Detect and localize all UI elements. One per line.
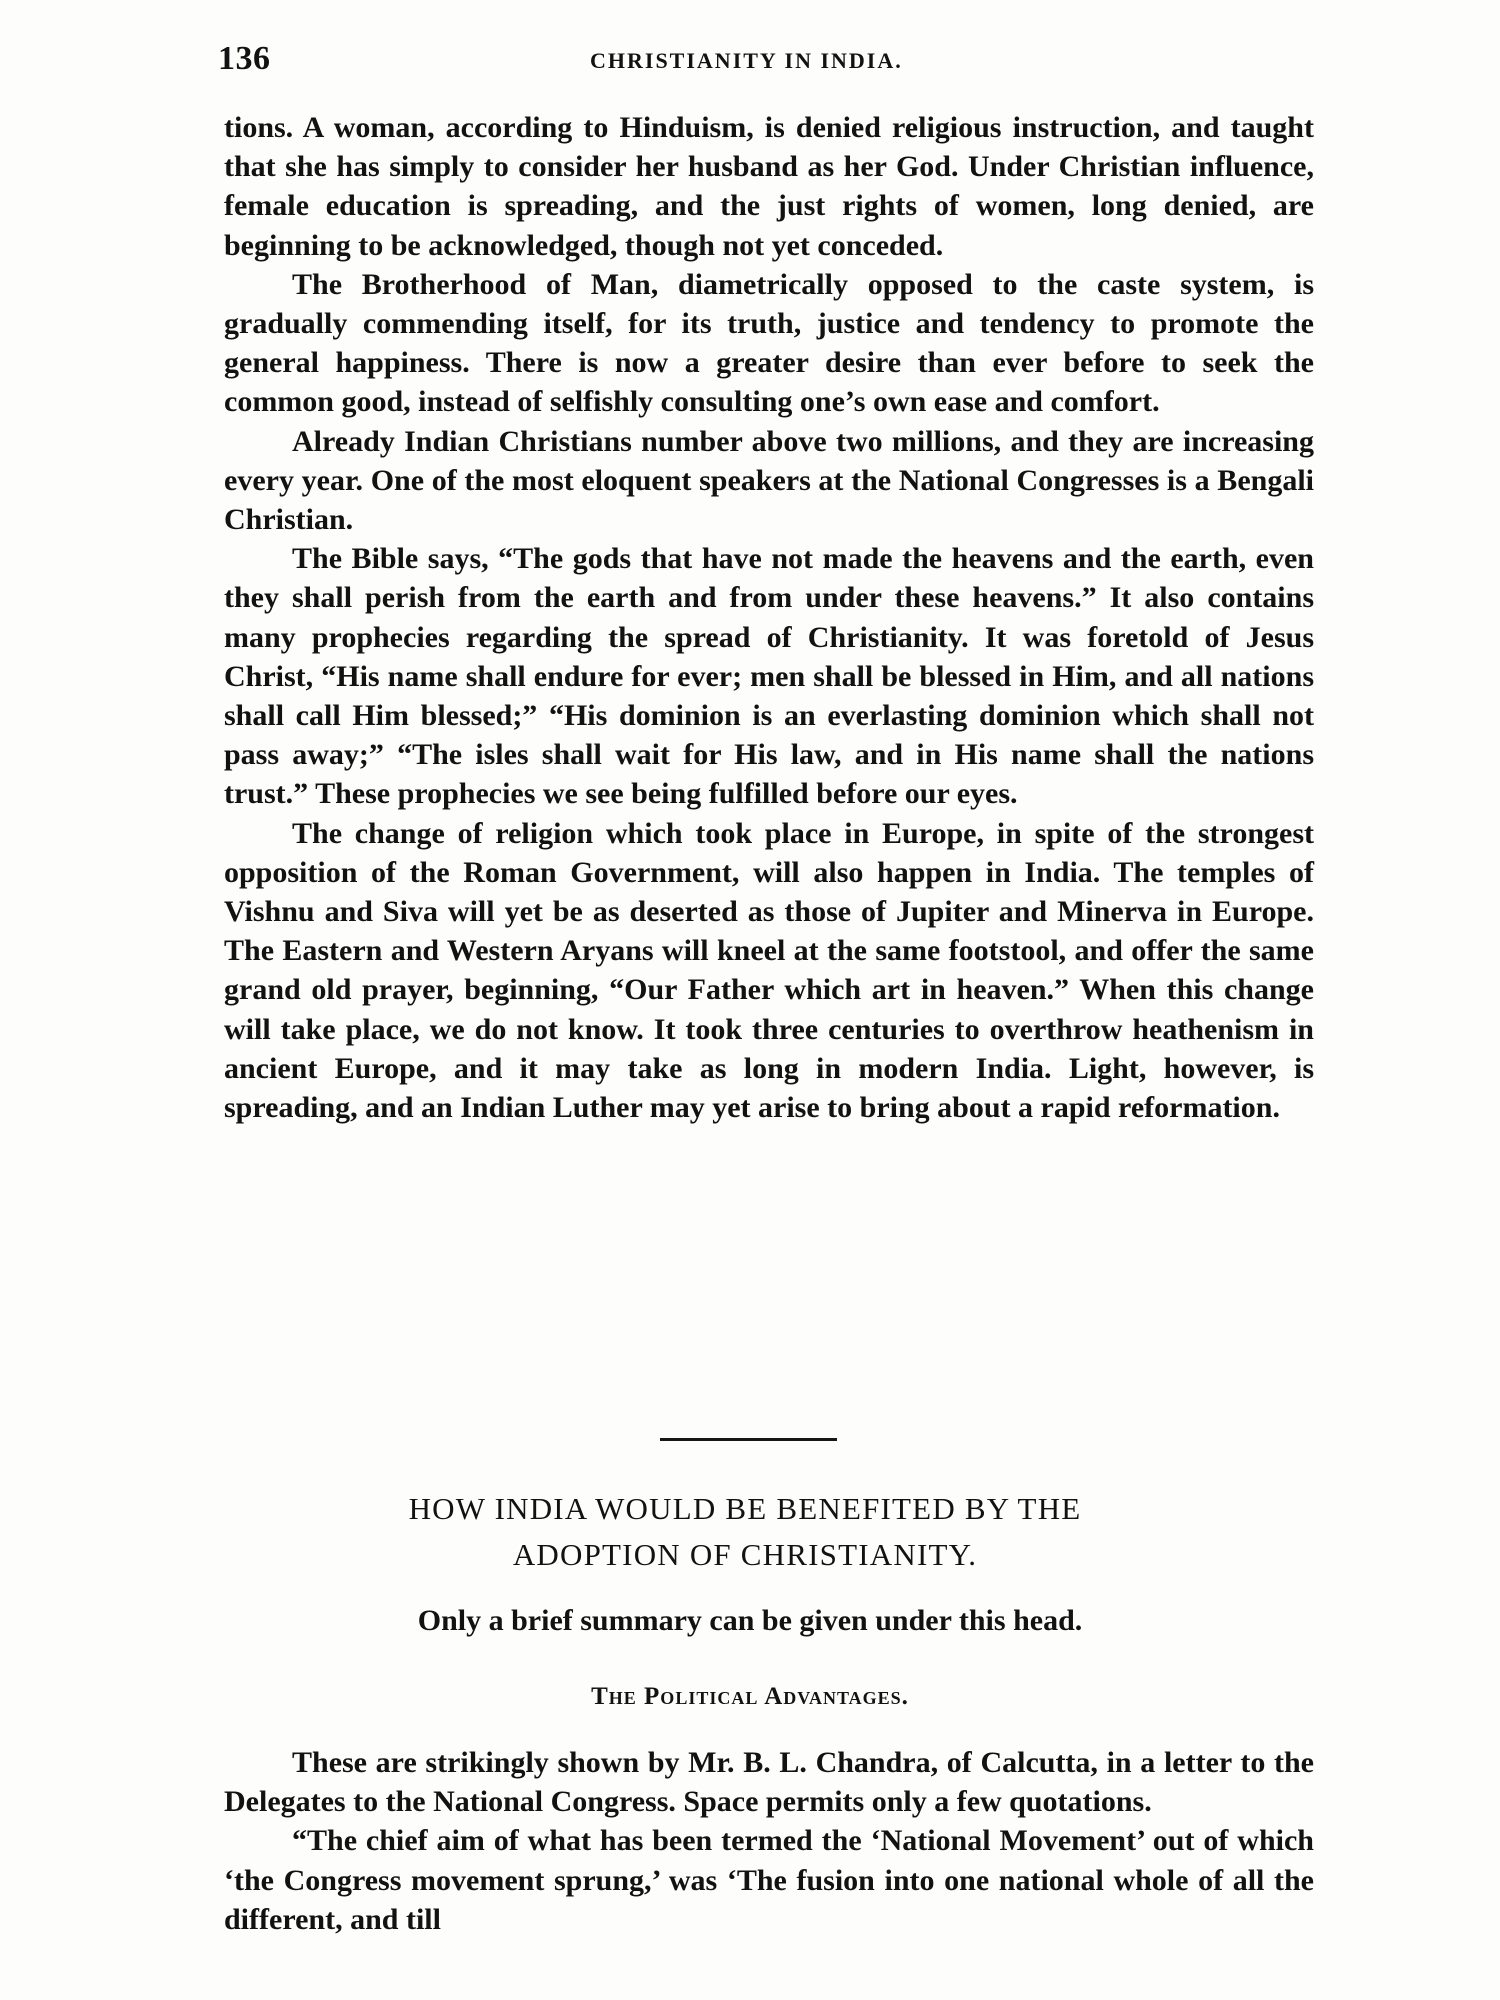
paragraph-brotherhood: The Brotherhood of Man, diametrically opposed to the caste system, is gradually commending itself, for its truth, justice and tendency to promote the general happiness. There is now a greater desire than ever before to seek the common good, instead of selfishly consulting one’s own ease and comfort. [224, 267, 1314, 419]
section-intro: Only a brief summary can be given under this head. [417, 1604, 1083, 1637]
paragraph-indian-christians: Already Indian Christians number above two millions, and they are increasing every year. One of the most eloquent speakers at the National Congresses is a Bengali Christian. [224, 424, 1314, 537]
page-header [218, 40, 1318, 90]
paragraph-women-rights: tions. A woman, according to Hinduism, is denied religious instruction, and taught that she has simply to consider her husband as her God. Under Christian influence, female education is spreading, and the just rights of women, long denied, are beginning to be acknowledged, though not yet conceded. [224, 111, 1314, 262]
main-text [224, 108, 1314, 1127]
paragraph-bible-prophecies: The Bible says, “The gods that have not made the heavens and the earth, even they shall perish from the earth and from under these heavens.” It also contains many prophecies regarding the spread of Christianity. It was foretold of Jesus Christ, “His name shall endure for ever; men shall be blessed in Him, and all nations shall call Him blessed;” “His dominion is an everlasting dominion which shall not pass away;” “The isles shall wait for His law, and in His name shall the nations trust.” These prophecies we see being fulfilled before our eyes. [224, 542, 1314, 811]
running-title: CHRISTIANITY IN INDIA. [590, 48, 903, 73]
paragraph-religious-change: The change of religion which took place in Europe, in spite of the strongest opposition of the Roman Government, will also happen in India. The temples of Vishnu and Siva will yet be as deserted as those of Jupiter and Minerva in Europe. The Eastern and Western Aryans will kneel at the same footstool, and offer the same grand old prayer, beginning, “Our Father which art in heaven.” When this change will take place, we do not know. It took three centuries to overthrow heathenism in ancient Europe, and it may take as long in modern India. Light, however, is spreading, and an Indian Luther may yet arise to bring about a rapid reformation. [224, 816, 1314, 1125]
section-heading-line-1: HOW INDIA WOULD BE BENEFITED BY THE [408, 1491, 1082, 1526]
section-heading [300, 1486, 1190, 1578]
section-body [224, 1743, 1314, 1939]
paragraph-national-movement-quote: “The chief aim of what has been termed the ‘National Movement’ out of which ‘the Congress movement sprung,’ was ‘The fusion into one national whole of all the different, and till [224, 1824, 1314, 1936]
political-advantages-subheading: The Political Advantages. [591, 1683, 909, 1710]
page-number: 136 [218, 40, 271, 77]
paragraph-chandra-letter: These are strikingly shown by Mr. B. L. Chandra, of Calcutta, in a letter to the Delegates to the National Congress. Space permits only a few quotations. [224, 1746, 1314, 1819]
section-heading-line-2: ADOPTION OF CHRISTIANITY. [512, 1537, 978, 1572]
section-divider [660, 1438, 837, 1441]
